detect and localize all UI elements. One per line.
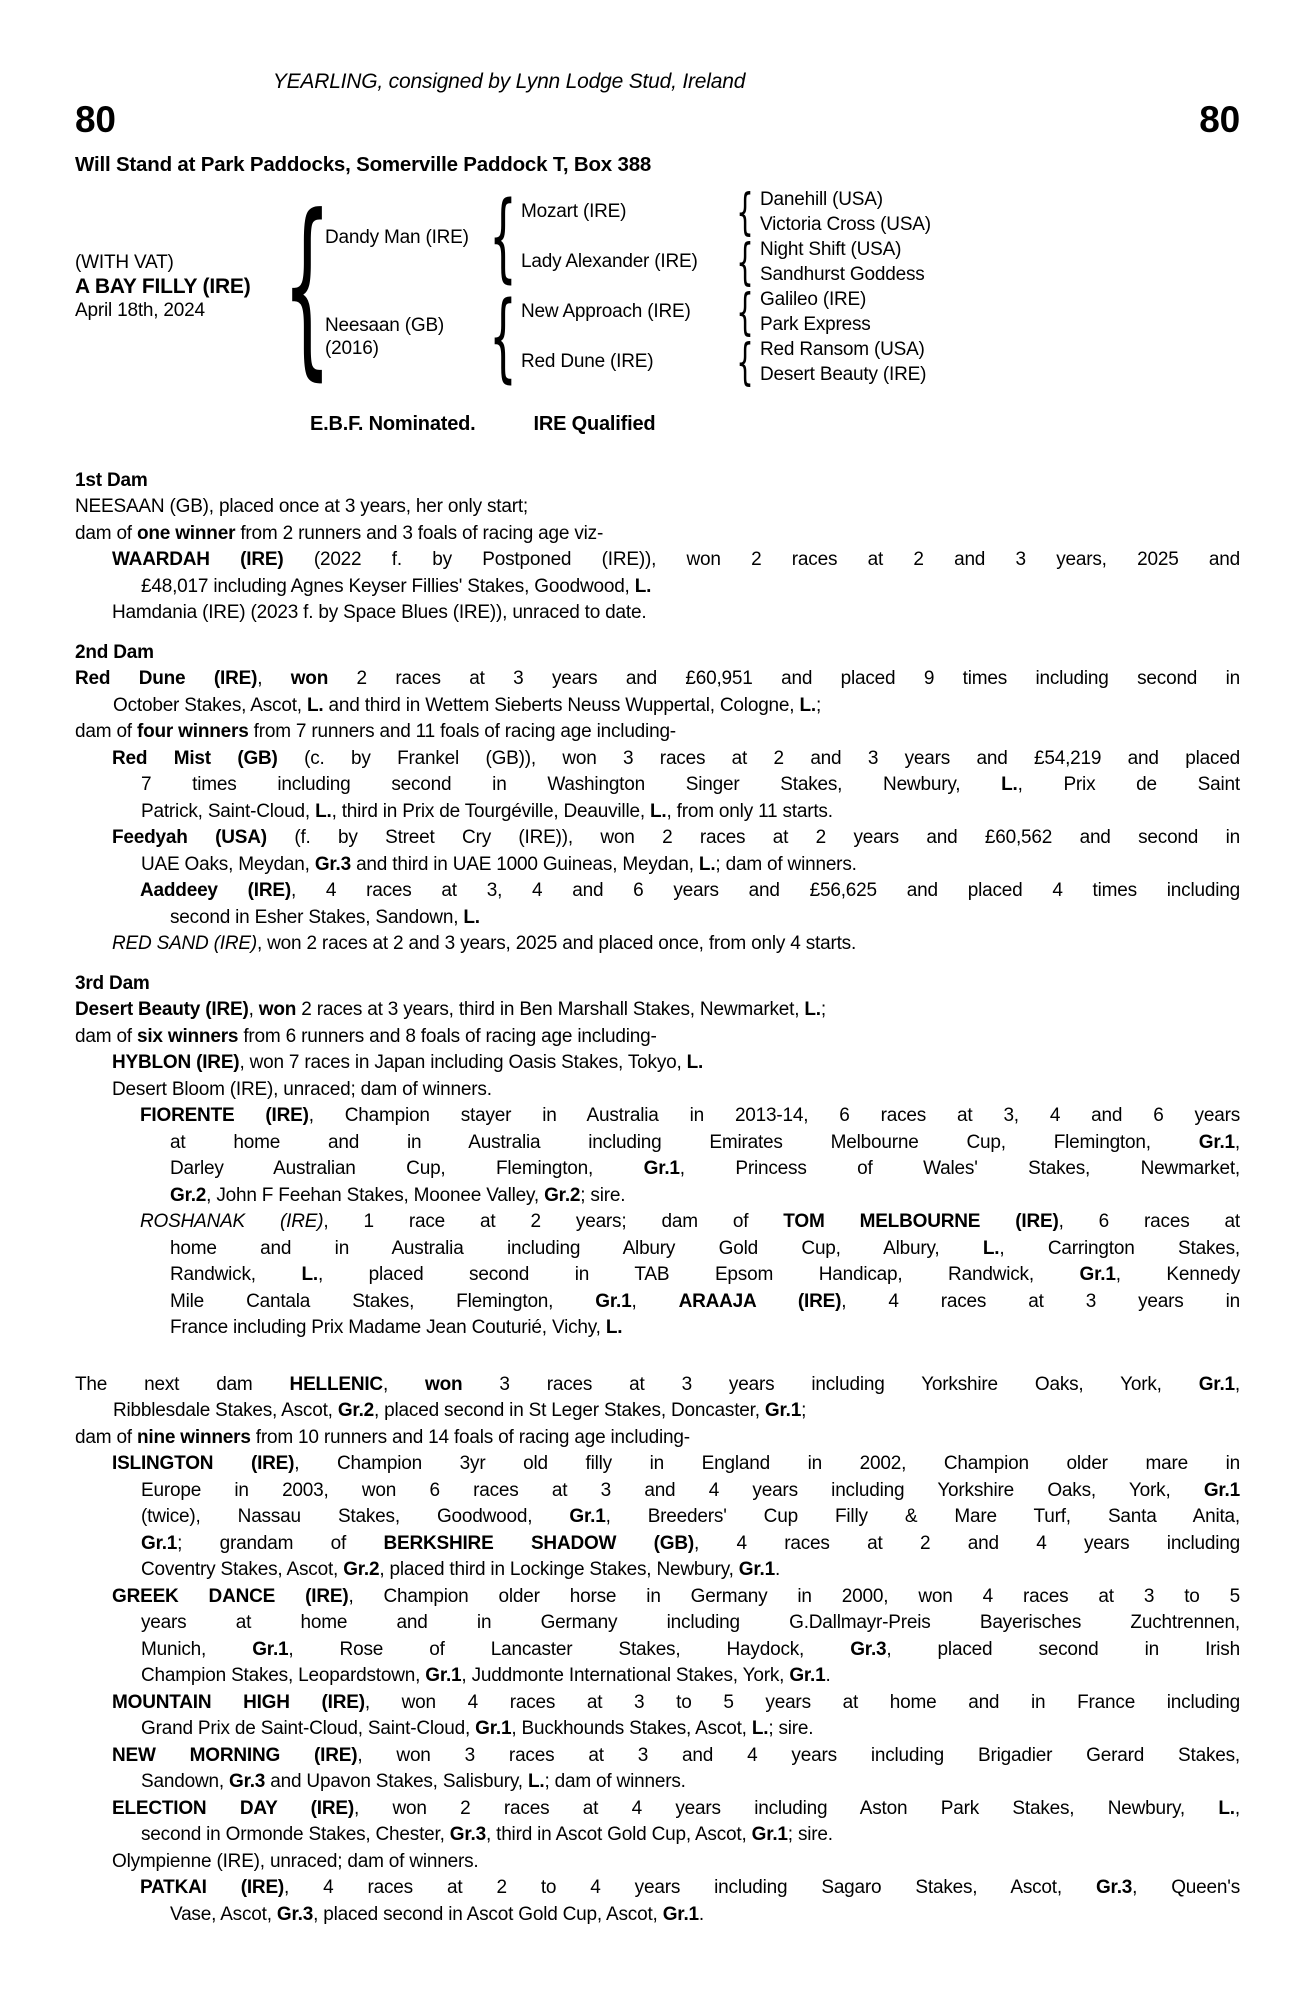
text-run: , placed second in Ascot Gold Cup, Ascot, <box>313 1903 663 1925</box>
text-run: ; <box>815 694 822 716</box>
text-run: Gr.1 <box>738 1559 775 1580</box>
text-line <box>112 1584 1240 1611</box>
text-run: from 6 runners and 8 foals of racing age including- <box>238 1025 657 1047</box>
dam-dam-branch <box>513 333 927 391</box>
text-run: won <box>258 999 297 1020</box>
dam-dam-name: Red Dune (IRE) <box>521 350 654 372</box>
stand-location-line: Will Stand at Park Paddocks, Somerville Paddock T, Box 388 <box>75 153 652 176</box>
text-run: , Juddmonte International Stakes, York, <box>461 1665 790 1686</box>
text-run: ; sire. <box>580 1184 626 1206</box>
text-run: , 4 races at 2 to 4 years including Sagaro Stakes, Ascot, <box>284 1877 1096 1898</box>
text-run: Champion Stakes, Leopardstown, <box>141 1665 426 1686</box>
text-run: , <box>382 1373 426 1395</box>
consignor-line: YEARLING, consigned by Lynn Lodge Stud, Ireland <box>272 70 746 93</box>
text-line <box>170 1183 1240 1210</box>
text-run: Aaddeey (IRE) <box>140 880 291 901</box>
sire-sire-branch <box>513 183 931 241</box>
text-run: 2 races at 3 years, third in Ben Marshall Stakes, Newmarket, <box>296 999 805 1020</box>
text-run: ELECTION DAY (IRE) <box>112 1797 355 1819</box>
text-run: Gr.1 <box>643 1158 680 1179</box>
text-run: dam of <box>75 1025 137 1047</box>
pedigree-paragraph <box>75 1425 1240 1452</box>
text-line <box>170 1156 1240 1183</box>
ebf-nominated-note: E.B.F. Nominated. <box>310 413 476 435</box>
text-line <box>75 666 1240 693</box>
text-run: . <box>825 1665 831 1686</box>
text-run: ; <box>801 1400 807 1421</box>
text-run: ; grandam of <box>177 1532 384 1554</box>
text-line <box>141 1478 1240 1505</box>
text-run: , third in Prix de Tourgéville, Deauville, <box>331 800 650 822</box>
text-run: L. <box>301 1264 318 1285</box>
pedigree-paragraph <box>75 1077 1240 1104</box>
text-run: Gr.1 <box>789 1665 826 1686</box>
section-heading: 1st Dam <box>75 469 148 491</box>
text-run: . <box>698 1903 704 1925</box>
text-run: L. <box>804 999 821 1020</box>
text-run: L. <box>1218 1797 1235 1819</box>
text-run: , won 3 races at 3 and 4 years including Brigadier Gerard Stakes, <box>357 1744 1241 1766</box>
dam-year: (2016) <box>325 338 379 359</box>
text-run: , <box>1234 1797 1240 1819</box>
text-run: Red Dune (IRE) <box>75 668 258 689</box>
text-line <box>141 1504 1240 1531</box>
text-run: Gr.1 <box>252 1638 289 1660</box>
text-run: second in Esher Stakes, Sandown, <box>170 906 464 928</box>
pedigree-paragraph <box>75 494 1240 521</box>
text-run: L. <box>799 694 816 716</box>
pedigree-paragraph <box>75 1372 1240 1425</box>
vat-note: (WITH VAT) <box>75 252 174 273</box>
text-run: Mile Cantala Stakes, Flemington, <box>170 1290 596 1312</box>
text-run: Gr.1 <box>141 1532 178 1554</box>
text-run: L. <box>698 853 716 875</box>
text-line <box>112 1796 1240 1823</box>
text-line <box>75 997 1240 1024</box>
text-run: , 1 race at 2 years; dam of <box>323 1211 784 1232</box>
text-line <box>112 746 1240 773</box>
text-line <box>170 1236 1240 1263</box>
text-run: Gr.1 <box>1198 1131 1235 1153</box>
sire-dam-branch <box>513 233 931 291</box>
qualification-line <box>310 411 1240 438</box>
sire-dam-sire-name: Night Shift (USA) <box>760 239 902 260</box>
dam-dam-dam-name: Desert Beauty (IRE) <box>760 364 927 385</box>
text-run: ; dam of winners. <box>715 853 857 875</box>
text-run: dam of <box>75 1426 137 1448</box>
text-run: HYBLON (IRE) <box>112 1052 240 1073</box>
section-heading: 2nd Dam <box>75 641 154 663</box>
text-run: ; <box>820 999 826 1020</box>
text-run: Feedyah (USA) <box>112 827 267 848</box>
text-run: Hamdania (IRE) (2023 f. by Space Blues (IRE)), unraced to date. <box>112 602 647 623</box>
text-run: Coventry Stakes, Ascot, <box>141 1559 344 1580</box>
pedigree-paragraph <box>75 600 1240 627</box>
pedigree-paragraph <box>75 1209 1240 1342</box>
text-run: Darley Australian Cup, Flemington, <box>170 1158 644 1179</box>
text-run: MOUNTAIN HIGH (IRE) <box>112 1691 365 1713</box>
text-run: L. <box>527 1771 545 1792</box>
text-line <box>141 574 1240 601</box>
text-run: (twice), Nassau Stakes, Goodwood, <box>141 1506 570 1527</box>
pedigree-paragraph <box>75 1849 1240 1876</box>
text-run: dam of <box>75 522 137 544</box>
text-run: . <box>774 1559 781 1580</box>
text-run: one winner <box>136 522 236 544</box>
text-line <box>170 1130 1240 1157</box>
text-run: L. <box>686 1052 704 1073</box>
text-run: L. <box>463 906 480 928</box>
text-run: Gr.1 <box>764 1400 802 1421</box>
foal-date: April 18th, 2024 <box>75 300 205 321</box>
text-run: Gr.1 <box>595 1290 632 1312</box>
text-run: , <box>631 1290 679 1312</box>
text-run: Gr.1 <box>569 1506 606 1527</box>
sire-name: Dandy Man (IRE) <box>325 226 469 248</box>
text-run: six winners <box>136 1025 239 1047</box>
text-run: won <box>290 668 329 689</box>
text-run: HELLENIC <box>289 1373 383 1395</box>
text-line <box>141 852 1240 879</box>
text-line <box>170 1902 1240 1929</box>
text-run: four winners <box>136 721 249 742</box>
text-run: L. <box>982 1237 1000 1259</box>
text-run: , Champion older horse in Germany in 2000, won 4 races at 3 to 5 <box>348 1585 1241 1607</box>
text-run: , placed second in TAB Epsom Handicap, Randwick, <box>317 1264 1080 1285</box>
pedigree-sections <box>75 468 1240 1929</box>
text-run: Europe in 2003, won 6 races at 3 and 4 years including Yorkshire Oaks, York, <box>141 1479 1204 1501</box>
text-line <box>112 1690 1240 1717</box>
text-line <box>112 600 1240 627</box>
text-run: , placed third in Lockinge Stakes, Newbury, <box>379 1559 739 1580</box>
pedigree-brace-sire-sire: { <box>736 183 754 241</box>
pedigree-paragraph <box>75 547 1240 600</box>
section-heading: 3rd Dam <box>75 972 150 994</box>
horse-name: A BAY FILLY (IRE) <box>75 275 251 298</box>
text-run: Desert Bloom (IRE), unraced; dam of winners. <box>112 1078 492 1100</box>
text-run: , won 4 races at 3 to 5 years at home and in France including <box>364 1691 1240 1713</box>
pedigree-paragraph <box>75 719 1240 746</box>
text-run: Gr.1 <box>1198 1373 1235 1395</box>
text-run: , <box>1234 1373 1240 1395</box>
sire-sire-dam-name: Victoria Cross (USA) <box>760 214 931 235</box>
text-run: L. <box>634 575 652 597</box>
sire-sire-name: Mozart (IRE) <box>521 200 627 222</box>
text-run: ; sire. <box>787 1824 833 1845</box>
text-run: Vase, Ascot, <box>170 1903 277 1925</box>
text-run: nine winners <box>136 1426 251 1448</box>
text-line <box>141 1769 1240 1796</box>
text-run: , Champion 3yr old filly in England in 2002, Champion older mare in <box>294 1453 1240 1474</box>
text-run: TOM MELBOURNE (IRE) <box>783 1211 1059 1232</box>
text-line <box>75 1425 1240 1452</box>
text-line <box>113 693 1240 720</box>
sire-branch <box>319 181 931 293</box>
text-run: , won 2 races at 4 years including Aston Park Stakes, Newbury, <box>354 1797 1219 1819</box>
dam-sire-name: New Approach (IRE) <box>521 300 691 322</box>
dam-sire-branch <box>513 283 926 341</box>
text-run: , Rose of Lancaster Stakes, Haydock, <box>288 1638 851 1660</box>
text-line <box>170 1289 1240 1316</box>
text-line <box>141 1531 1240 1558</box>
text-run: , <box>257 668 291 689</box>
text-line <box>140 878 1240 905</box>
pedigree-paragraph <box>75 1743 1240 1796</box>
text-run: (f. by Street Cry (IRE)), won 2 races at 2 years and £60,562 and second in <box>266 827 1240 848</box>
text-run: RED SAND (IRE) <box>112 933 257 954</box>
pedigree-brace-dam-dam: { <box>736 333 754 391</box>
pedigree-paragraph <box>75 1050 1240 1077</box>
pedigree-brace-sire: { <box>489 181 517 293</box>
pedigree-paragraph <box>75 1103 1240 1209</box>
dam-sire-dam-name: Park Express <box>760 314 871 335</box>
pedigree-brace-dam: { <box>489 281 517 393</box>
text-run: Gr.3 <box>449 1824 486 1845</box>
ire-qualified-note: IRE Qualified <box>533 413 656 435</box>
text-line <box>141 1663 1240 1690</box>
pedigree-generations <box>319 181 931 393</box>
text-run: WAARDAH (IRE) <box>112 549 284 570</box>
text-run: second in Ormonde Stakes, Chester, <box>141 1824 450 1845</box>
pedigree-paragraph <box>75 666 1240 719</box>
dam-section <box>75 1372 1240 1929</box>
text-run: Olympienne (IRE), unraced; dam of winners. <box>112 1850 479 1872</box>
text-run: from 10 runners and 14 foals of racing age including- <box>250 1426 690 1448</box>
text-run: Gr.2 <box>544 1184 581 1206</box>
dam-name-block <box>319 314 493 360</box>
text-run: Gr.1 <box>1079 1264 1116 1285</box>
text-line <box>112 1050 1240 1077</box>
text-run: Gr.2 <box>170 1184 207 1206</box>
text-line <box>75 1372 1240 1399</box>
text-run: Gr.1 <box>1203 1479 1240 1501</box>
pedigree-paragraph <box>75 1024 1240 1051</box>
text-line <box>112 931 1240 958</box>
text-run: Desert Beauty (IRE) <box>75 999 249 1020</box>
text-run: , 6 races at <box>1058 1211 1240 1232</box>
pedigree-paragraph <box>75 1796 1240 1849</box>
text-run: Grand Prix de Saint-Cloud, Saint-Cloud, <box>141 1718 476 1739</box>
text-run: ISLINGTON (IRE) <box>112 1453 295 1474</box>
text-run: , Champion stayer in Australia in 2013-14, 6 races at 3, 4 and 6 years <box>308 1105 1240 1126</box>
text-line <box>141 1822 1240 1849</box>
text-run: L. <box>605 1317 623 1338</box>
lot-number-left: 80 <box>75 99 116 140</box>
text-run: France including Prix Madame Jean Couturié, Vichy, <box>170 1317 606 1338</box>
text-run: Ribblesdale Stakes, Ascot, <box>113 1400 338 1421</box>
text-run: dam of <box>75 721 137 742</box>
text-run: , 4 races at 2 and 4 years including <box>694 1532 1240 1554</box>
pedigree-paragraph <box>75 1584 1240 1690</box>
text-line <box>170 905 1240 932</box>
text-line <box>140 1875 1240 1902</box>
pedigree-paragraph <box>75 1875 1240 1928</box>
lot-identity <box>75 251 295 323</box>
text-line <box>112 1849 1240 1876</box>
text-run: L. <box>751 1718 769 1739</box>
text-run: Sandown, <box>141 1771 229 1792</box>
text-run: Gr.3 <box>276 1903 314 1925</box>
pedigree-table <box>75 175 1240 398</box>
text-run: 7 times including second in Washington Singer Stakes, Newbury, <box>141 774 1002 795</box>
text-run: Gr.2 <box>337 1400 375 1421</box>
text-run: Randwick, <box>170 1264 302 1285</box>
text-run: £48,017 including Agnes Keyser Fillies' Stakes, Goodwood, <box>141 575 635 597</box>
text-run: , won 2 races at 2 and 3 years, 2025 and placed once, from only 4 starts. <box>257 933 857 954</box>
text-run: , Kennedy <box>1115 1264 1241 1285</box>
pedigree-paragraph <box>75 931 1240 958</box>
pedigree-paragraph <box>75 521 1240 548</box>
text-run: L. <box>650 800 667 822</box>
text-run: L. <box>1001 774 1018 795</box>
text-run: , 4 races at 3 years in <box>841 1290 1240 1312</box>
dam-branch <box>319 281 931 393</box>
dam-section <box>75 971 1240 1342</box>
text-run: , <box>1234 1131 1240 1153</box>
text-run: , Prix de Saint <box>1017 774 1240 795</box>
text-run: , from only 11 starts. <box>666 800 833 822</box>
text-run: Gr.3 <box>229 1771 266 1792</box>
text-line <box>170 1315 1240 1342</box>
text-line <box>140 1209 1240 1236</box>
pedigree-paragraph <box>75 1690 1240 1743</box>
text-run: from 2 runners and 3 foals of racing age viz- <box>235 522 604 544</box>
text-run: NEW MORNING (IRE) <box>112 1744 358 1766</box>
text-run: GREEK DANCE (IRE) <box>112 1585 349 1607</box>
text-line <box>75 494 1240 521</box>
text-run: Gr.1 <box>751 1824 788 1845</box>
text-run: , Princess of Wales' Stakes, Newmarket, <box>679 1158 1240 1179</box>
sire-dam-name: Lady Alexander (IRE) <box>521 250 698 272</box>
text-run: The next dam <box>75 1373 290 1395</box>
pedigree-paragraph <box>75 878 1240 931</box>
text-run: and Upavon Stakes, Salisbury, <box>265 1771 528 1792</box>
dam-dam-sire-name: Red Ransom (USA) <box>760 339 925 360</box>
dam-section <box>75 468 1240 627</box>
text-line <box>112 1451 1240 1478</box>
text-run: UAE Oaks, Meydan, <box>141 853 315 875</box>
text-run: (c. by Frankel (GB)), won 3 races at 2 and 3 years and £54,219 and placed <box>277 747 1240 769</box>
dam-name: Neesaan (GB) <box>325 315 445 336</box>
text-line <box>113 1398 1240 1425</box>
text-line <box>75 1024 1240 1051</box>
text-run: years at home and in Germany including G.Dallmayr-Preis Bayerisches Zuchtrennen, <box>141 1612 1240 1633</box>
text-run: , John F Feehan Stakes, Moonee Valley, <box>206 1184 545 1206</box>
text-run: Patrick, Saint-Cloud, <box>141 800 316 822</box>
text-line <box>141 799 1240 826</box>
text-run: from 7 runners and 11 foals of racing age including- <box>248 721 676 742</box>
text-run: , placed second in St Leger Stakes, Doncaster, <box>374 1400 765 1421</box>
text-line <box>112 825 1240 852</box>
pedigree-brace-dam-sire: { <box>736 283 754 341</box>
text-run: and third in UAE 1000 Guineas, Meydan, <box>350 853 699 875</box>
pedigree-brace-sire-dam: { <box>736 233 754 291</box>
text-line <box>75 521 1240 548</box>
text-run: Gr.1 <box>475 1718 512 1739</box>
text-run: NEESAAN (GB), placed once at 3 years, her only start; <box>75 496 528 517</box>
text-run: (2022 f. by Postponed (IRE)), won 2 races at 2 and 3 years, 2025 and <box>283 549 1240 570</box>
text-run: Gr.3 <box>1095 1877 1133 1898</box>
pedigree-paragraph <box>75 746 1240 826</box>
text-line <box>141 1557 1240 1584</box>
lot-number-row <box>75 100 1240 140</box>
dam-section <box>75 640 1240 958</box>
text-run: and third in Wettem Sieberts Neuss Wuppertal, Cologne, <box>323 694 800 716</box>
text-run: BERKSHIRE SHADOW (GB) <box>383 1532 695 1554</box>
dam-sire-sire-name: Galileo (IRE) <box>760 289 867 310</box>
text-run: Gr.3 <box>314 853 351 875</box>
text-run: ; sire. <box>768 1718 814 1739</box>
text-run: PATKAI (IRE) <box>140 1877 285 1898</box>
text-run: , third in Ascot Gold Cup, Ascot, <box>485 1824 752 1845</box>
text-run: , 4 races at 3, 4 and 6 years and £56,625 and placed 4 times including <box>290 880 1240 901</box>
text-run: , Breeders' Cup Filly & Mare Turf, Santa Anita, <box>605 1506 1240 1527</box>
text-run: FIORENTE (IRE) <box>140 1105 309 1126</box>
text-run: ARAAJA (IRE) <box>678 1290 842 1312</box>
text-line <box>141 1716 1240 1743</box>
text-line <box>141 1610 1240 1637</box>
text-line <box>170 1262 1240 1289</box>
text-run: Red Mist (GB) <box>112 747 278 769</box>
pedigree-paragraph <box>75 997 1240 1024</box>
text-line <box>140 1103 1240 1130</box>
sire-sire-sire-name: Danehill (USA) <box>760 189 883 210</box>
text-run: , won 7 races in Japan including Oasis Stakes, Tokyo, <box>239 1052 687 1073</box>
lot-number-right: 80 <box>1199 99 1240 140</box>
text-run: Gr.1 <box>662 1903 699 1925</box>
text-line <box>112 1077 1240 1104</box>
text-run: October Stakes, Ascot, <box>113 694 307 716</box>
text-run: Gr.2 <box>343 1559 380 1580</box>
text-run: home and in Australia including Albury Gold Cup, Albury, <box>170 1237 983 1259</box>
text-line <box>141 1637 1240 1664</box>
text-line <box>75 719 1240 746</box>
text-run: , Queen's <box>1132 1877 1241 1898</box>
text-run: , Carrington Stakes, <box>999 1237 1240 1259</box>
text-run: 2 races at 3 years and £60,951 and placed 9 times including second in <box>328 668 1240 689</box>
text-run: L. <box>306 694 324 716</box>
text-line <box>141 772 1240 799</box>
text-run: ROSHANAK (IRE) <box>140 1211 324 1232</box>
text-run: at home and in Australia including Emirates Melbourne Cup, Flemington, <box>170 1131 1199 1153</box>
text-run: , placed second in Irish <box>886 1638 1240 1660</box>
pedigree-paragraph <box>75 825 1240 878</box>
text-run: 3 races at 3 years including Yorkshire Oaks, York, <box>462 1373 1199 1395</box>
text-run: ; dam of winners. <box>544 1771 686 1792</box>
text-run: L. <box>315 800 332 822</box>
text-run: Munich, <box>141 1638 253 1660</box>
text-run: Gr.1 <box>425 1665 462 1686</box>
text-run: , Buckhounds Stakes, Ascot, <box>511 1718 752 1739</box>
sire-dam-dam-name: Sandhurst Goddess <box>760 264 925 285</box>
text-run: , <box>248 999 259 1020</box>
pedigree-brace-main: { <box>282 175 332 398</box>
text-run: Gr.3 <box>850 1638 887 1660</box>
text-run: won <box>425 1373 463 1395</box>
text-line <box>112 547 1240 574</box>
pedigree-paragraph <box>75 1451 1240 1584</box>
text-line <box>112 1743 1240 1770</box>
